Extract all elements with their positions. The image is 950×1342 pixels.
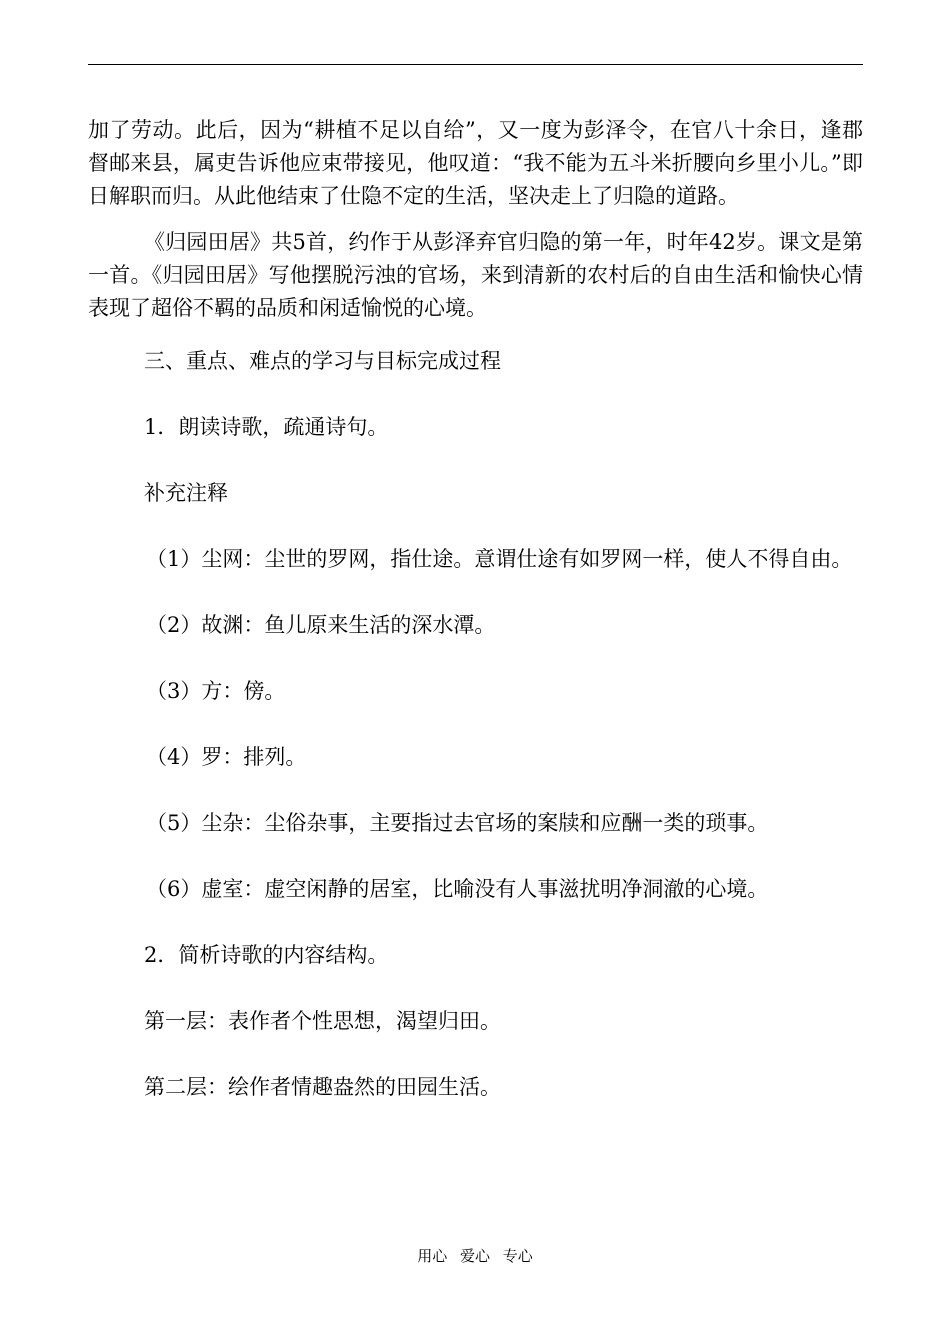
layer-2-text: 第二层：绘作者情趣盎然的田园生活。 [144, 1075, 501, 1099]
section-heading-3: 三、重点、难点的学习与目标完成过程 [144, 349, 501, 373]
header-rule [88, 64, 863, 65]
paragraph-2: 《归园田居》共5首，约作于从彭泽弃官归隐的第一年，时年42岁。课文是第一首。《归园田居》写他摆脱污浊的官场，来到清新的农村后的自由生活和愉快心情表现了超俗不羁的品质和闲适愉悦的心境。 [88, 230, 863, 320]
footer-word-2: 爱心 [459, 1247, 490, 1265]
document-body [88, 114, 863, 1104]
step-1-heading: 1．朗读诗歌，疏通诗句。 [144, 415, 389, 439]
supplement-notes-label: 补充注释 [144, 481, 228, 505]
note-item-2: （2）故渊：鱼儿原来生活的深水潭。 [146, 613, 496, 637]
page-footer [0, 1246, 950, 1266]
note-item-5: （5）尘杂：尘俗杂事，主要指过去官场的案牍和应酬一类的琐事。 [146, 811, 769, 835]
footer-word-3: 专心 [502, 1247, 533, 1265]
footer-word-1: 用心 [417, 1247, 448, 1265]
layer-1-text: 第一层：表作者个性思想，渴望归田。 [144, 1009, 501, 1033]
note-item-4: （4）罗：排列。 [146, 745, 307, 769]
step-2-heading: 2．简析诗歌的内容结构。 [144, 943, 389, 967]
note-item-1: （1）尘网：尘世的罗网，指仕途。意谓仕途有如罗网一样，使人不得自由。 [146, 547, 853, 571]
note-item-3: （3）方：傍。 [146, 679, 286, 703]
paragraph-1: 加了劳动。此后，因为“耕植不足以自给”，又一度为彭泽令，在官八十余日，逢郡督邮来县，属吏告诉他应束带接见，他叹道：“我不能为五斗米折腰向乡里小儿。”即日解职而归。从此他结束了仕隐不定的生活，坚决走上了归隐的道路。 [88, 118, 863, 208]
note-item-6: （6）虚室：虚空闲静的居室，比喻没有人事滋扰明净洞澈的心境。 [146, 877, 769, 901]
